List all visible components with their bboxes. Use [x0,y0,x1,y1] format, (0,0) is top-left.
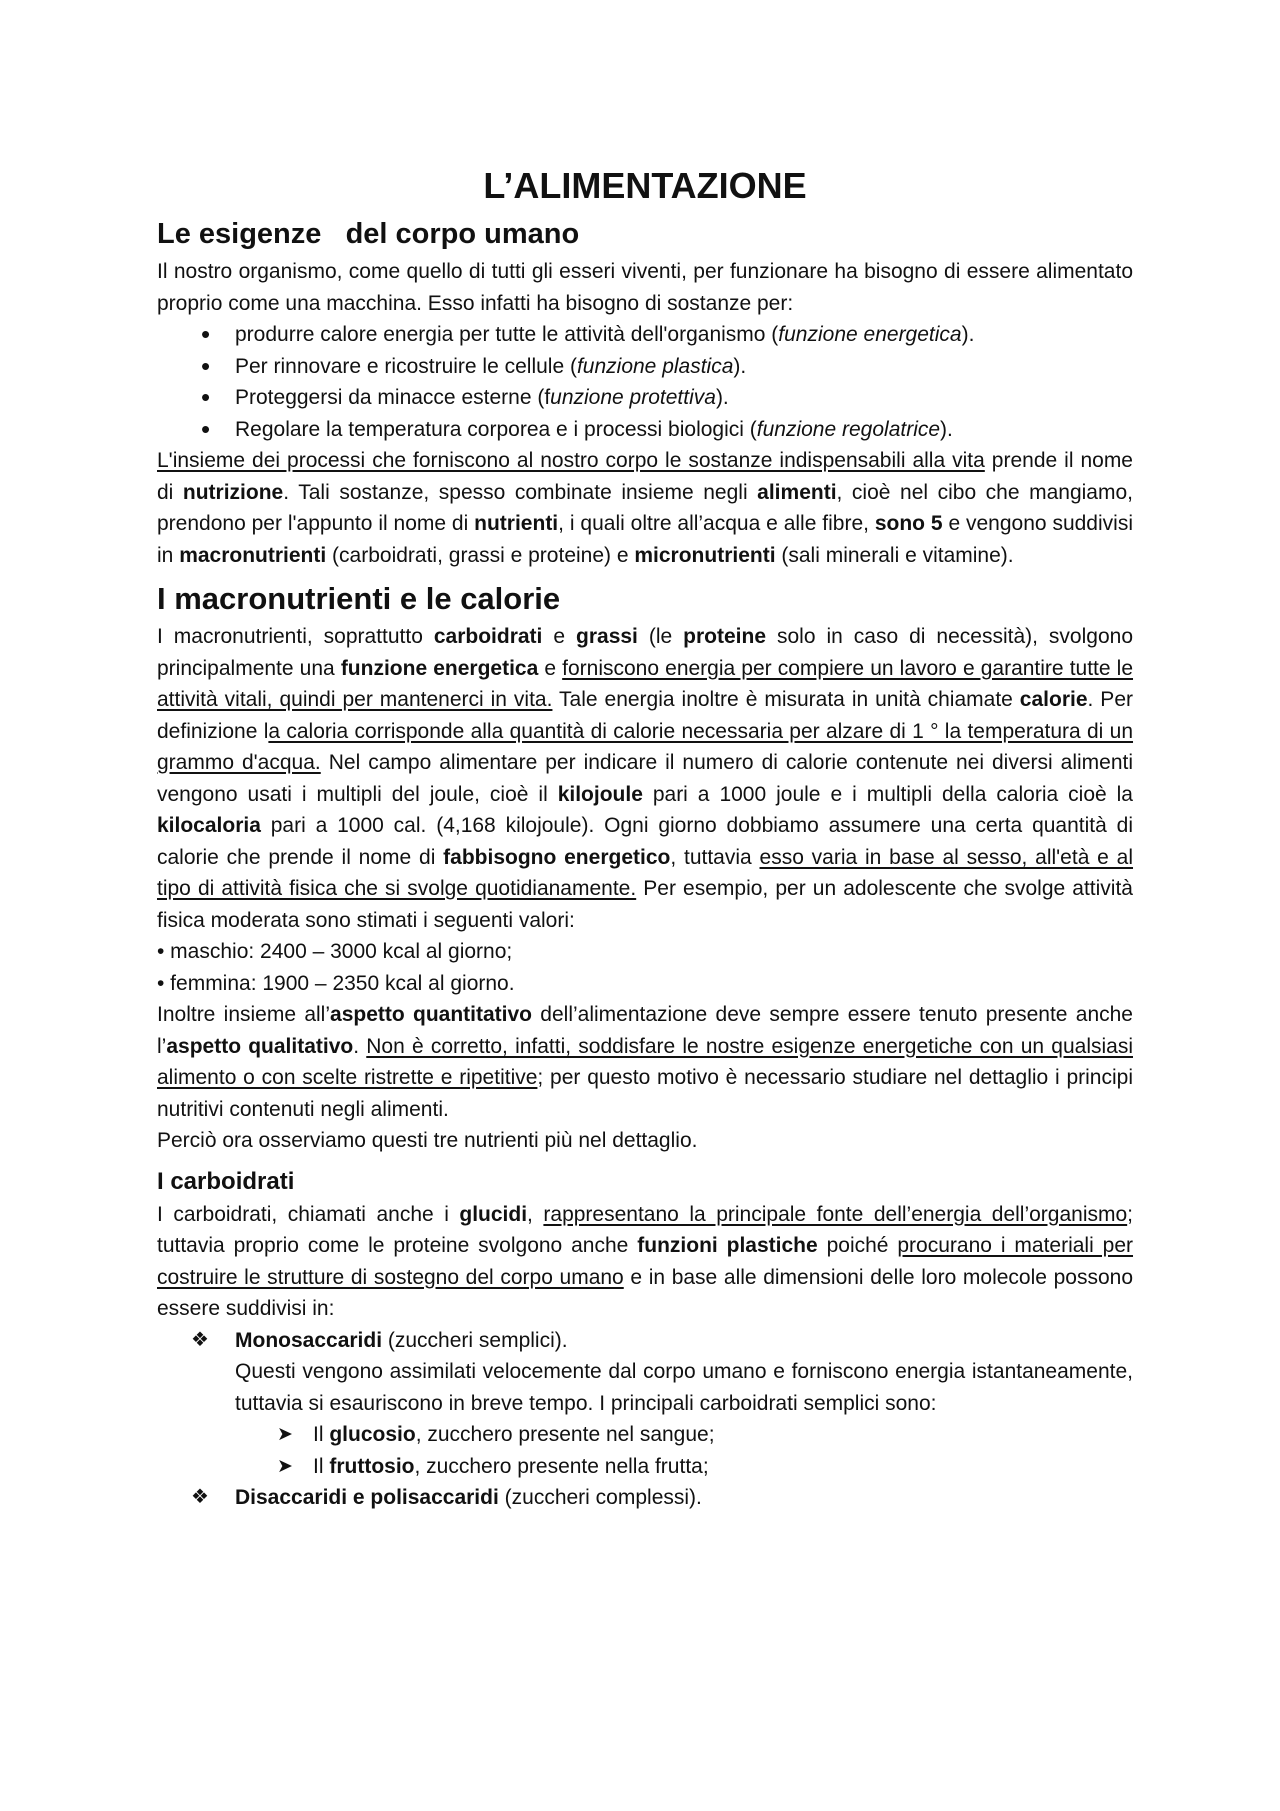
intro-paragraph: Il nostro organismo, come quello di tutti gli esseri viventi, per funzionare ha bisogno di essere alimentato proprio come una macchina. Esso infatti ha bisogno di sostanze per: [157,260,1133,315]
list-item: ➤ Il glucosio, zucchero presente nel sangue; [313,1419,1133,1451]
arrow-bullet-icon: ➤ [277,1455,293,1477]
page-title: L’ALIMENTAZIONE [483,165,807,206]
male-kcal-line: • maschio: 2400 – 3000 kcal al giorno; [157,940,513,963]
functions-list [157,319,1133,445]
list-item: • Proteggersi da minacce esterne (funzione protettiva). [235,382,1133,414]
nutrition-paragraph: L'insieme dei processi che forniscono al nostro corpo le sostanze indispensabili alla vita prende il nome di nutrizione. Tali sostanze, spesso combinate insieme negli alimenti, cioè nel cibo che mangiamo, prendono per l'appunto il nome di nutrienti, i quali oltre all’acqua e alle fibre, sono 5 e vengono suddivisi in macronutrienti (carboidrati, grassi e proteine) e micronutrienti (sali minerali e vitamine). [157,449,1133,567]
calories-paragraph: I macronutrienti, soprattutto carboidrati e grassi (le proteine solo in caso di necessità), svolgono principalmente una funzione energetica e forniscono energia per compiere un lavoro e garantire tutte le attività vitali, quindi per mantenerci in vita. Tale energia inoltre è misurata in unità chiamate calorie. Per definizione la caloria corrisponde alla quantità di calorie necessaria per alzare di 1 ° la temperatura di un grammo d'acqua. Nel campo alimentare per indicare il numero di calorie contenute nei diversi alimenti vengono usati i multipli del joule, cioè il kilojoule pari a 1000 joule e i multipli della caloria cioè la kilocaloria pari a 1000 cal. (4,168 kilojoule). Ogni giorno dobbiamo assumere una certa quantità di calorie che prende il nome di fabbisogno energetico, tuttavia esso varia in base al sesso, all'età e al tipo di attività fisica che si svolge quotidianamente. Per esempio, per un adolescente che svolge attività fisica moderata sono stimati i seguenti valori: [157,625,1134,932]
female-kcal-line: • femmina: 1900 – 2350 kcal al giorno. [157,971,515,995]
transition-line: Perciò ora osserviamo questi tre nutrienti più nel dettaglio. [157,1129,698,1152]
carb-types-list [157,1325,1133,1514]
simple-sugars-list [235,1419,1133,1482]
quality-paragraph: Inoltre insieme all’aspetto quantitativo dell’alimentazione deve sempre essere tenuto presente anche l’aspetto qualitativo. Non è corretto, infatti, soddisfare le nostre esigenze energetiche con un qualsiasi alimento o con scelte ristrette e ripetitive; per questo motivo è necessario studiare nel dettaglio i principi nutritivi contenuti negli alimenti. [157,1003,1133,1121]
section-heading-carboidrati: I carboidrati [157,1167,295,1195]
list-item: • produrre calore energia per tutte le attività dell'organismo (funzione energetica). [235,319,1133,351]
carbohydrates-paragraph: I carboidrati, chiamati anche i glucidi, rappresentano la principale fonte dell’energia dell’organismo; tuttavia proprio come le proteine svolgono anche funzioni plastiche poiché procurano i materiali per costruire le strutture di sostegno del corpo umano e in base alle dimensioni delle loro molecole possono essere suddivisi in: [157,1202,1134,1320]
list-item-monosaccaridi: ❖ Monosaccaridi (zuccheri semplici). Questi vengono assimilati velocemente dal corpo umano e forniscono energia istantaneamente, tuttavia si esauriscono in breve tempo. I principali carboidrati semplici sono: ➤ Il glucosio, zucchero presente nel sangue; ➤ Il fruttosio, zucchero presente nella frutta; [235,1325,1133,1483]
list-item-disaccaridi: ❖ Disaccaridi e polisaccaridi (zuccheri complessi). [235,1482,1133,1514]
section-heading-macronutrienti: I macronutrienti e le calorie [157,581,561,616]
document-page [157,160,1133,1514]
diamond-bullet-icon: ❖ [191,1328,209,1351]
list-item: • Regolare la temperatura corporea e i processi biologici (funzione regolatrice). [235,414,1133,446]
arrow-bullet-icon: ➤ [277,1424,293,1445]
diamond-bullet-icon: ❖ [191,1486,209,1508]
section-heading-esigenze: Le esigenze del corpo umano [157,218,580,250]
list-item: • Per rinnovare e ricostruire le cellule (funzione plastica). [235,351,1133,383]
list-item: ➤ Il fruttosio, zucchero presente nella frutta; [313,1451,1133,1483]
monosaccaridi-description: Questi vengono assimilati velocemente dal corpo umano e forniscono energia istantaneamente, tuttavia si esauriscono in breve tempo. I principali carboidrati semplici sono: [235,1360,1133,1415]
